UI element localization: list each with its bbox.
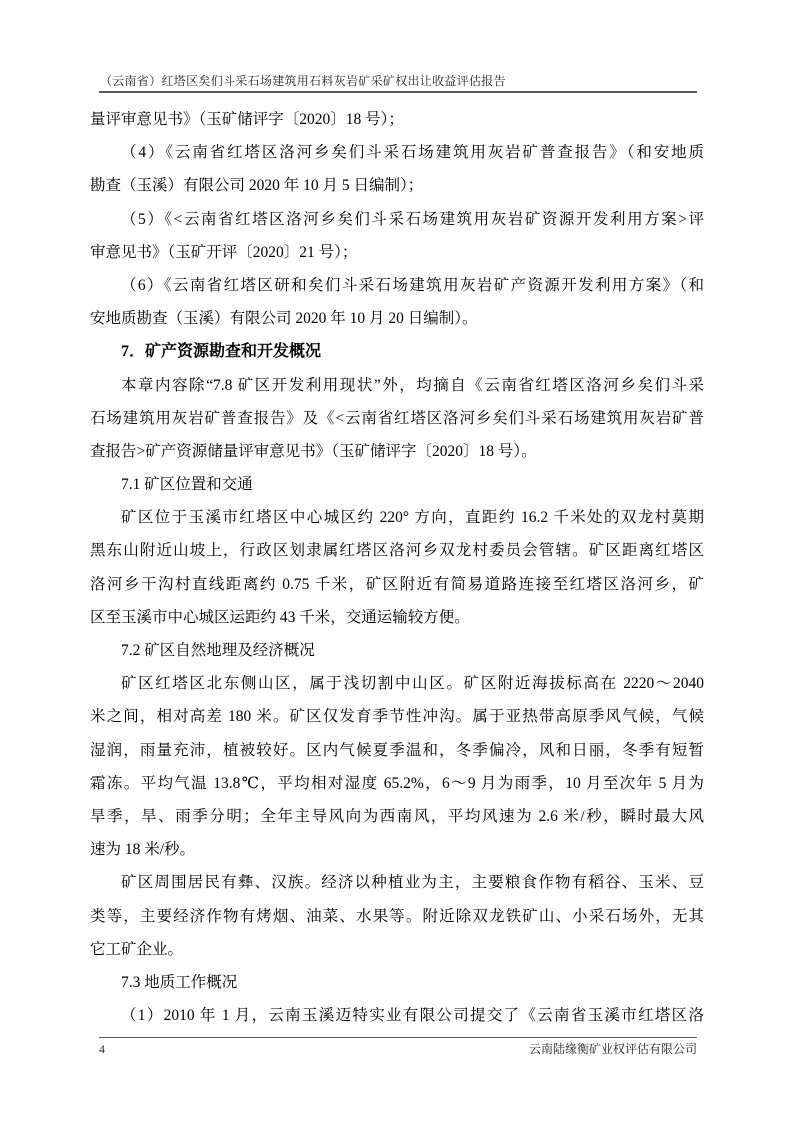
footer-rule <box>99 1037 697 1038</box>
body-line: 矿区红塔区北东侧山区，属于浅切割中山区。矿区附近海拔标高在 2220～2040 <box>121 675 704 693</box>
body-line: 霜冻。平均气温 13.8℃，平均相对湿度 65.2%，6～9 月为雨季，10 月至次年 5 月为 <box>90 774 704 792</box>
page-number: 4 <box>99 1042 105 1056</box>
body-line: 安地质勘查（玉溪）有限公司 2020 年 10 月 20 日编制）。 <box>90 310 478 328</box>
running-header-title: （云南省）红塔区矣们斗采石场建筑用石料灰岩矿采矿权出让收益评估报告 <box>100 74 506 88</box>
section-7-1-heading: 7.1 矿区位置和交通 <box>121 476 253 494</box>
body-line: 类等，主要经济作物有烤烟、油菜、水果等。附近除双龙铁矿山、小采石场外，无其 <box>90 907 704 925</box>
section-7-3-heading: 7.3 地质工作概况 <box>121 973 238 991</box>
body-line: 速为 18 米/秒。 <box>90 841 196 859</box>
body-line: 湿润，雨量充沛，植被较好。区内气候夏季温和，冬季偏冷，风和日丽，冬季有短暂 <box>90 741 704 759</box>
page-footer <box>99 1041 697 1057</box>
body-line: （5）《<云南省红塔区洛河乡矣们斗采石场建筑用灰岩矿资源开发利用方案>评 <box>121 210 704 228</box>
body-line: （1）2010 年 1 月，云南玉溪迈特实业有限公司提交了《云南省玉溪市红塔区洛 <box>121 1007 704 1025</box>
body-line: 黑东山附近山坡上，行政区划隶属红塔区洛河乡双龙村委员会管辖。矿区距离红塔区 <box>90 542 704 560</box>
body-line: （4）《云南省红塔区洛河乡矣们斗采石场建筑用灰岩矿普查报告》（和安地质 <box>121 144 704 162</box>
footer-company: 云南陆缘衡矿业权评估有限公司 <box>528 1042 697 1056</box>
body-line: 审意见书》（玉矿开评〔2020〕21 号）； <box>90 243 358 261</box>
section-7-heading: 7．矿产资源勘查和开发概况 <box>121 343 322 361</box>
section-7-2-heading: 7.2 矿区自然地理及经济概况 <box>121 642 315 659</box>
document-body <box>90 103 704 1032</box>
body-line: 区至玉溪市中心城区运距约 43 千米，交通运输较方便。 <box>90 608 470 626</box>
body-line: 石场建筑用灰岩矿普查报告》及《<云南省红塔区洛河乡矣们斗采石场建筑用灰岩矿普 <box>90 409 704 427</box>
body-line: 本章内容除“7.8 矿区开发利用现状”外，均摘自《云南省红塔区洛河乡矣们斗采 <box>121 376 704 394</box>
body-line: 洛河乡干沟村直线距离约 0.75 千米，矿区附近有简易道路连接至红塔区洛河乡，矿 <box>90 575 704 593</box>
body-line: 旱季，旱、雨季分明；全年主导风向为西南风，平均风速为 2.6 米/秒，瞬时最大风 <box>90 807 704 825</box>
body-line: 量评审意见书》（玉矿储评字〔2020〕18 号）； <box>90 111 404 128</box>
body-line: 查报告>矿产资源储量评审意见书》（玉矿储评字〔2020〕18 号）。 <box>90 442 537 460</box>
body-line: 勘查（玉溪）有限公司 2020 年 10 月 5 日编制）； <box>90 177 424 195</box>
body-line: 它工矿企业。 <box>90 940 184 958</box>
body-line: （6）《云南省红塔区研和矣们斗采石场建筑用灰岩矿产资源开发利用方案》（和 <box>121 276 704 294</box>
body-line: 米之间，相对高差 180 米。矿区仅发育季节性冲沟。属于亚热带高原季风气候，气候 <box>90 708 704 726</box>
body-line: 矿区位于玉溪市红塔区中心城区约 220° 方向，直距约 16.2 千米处的双龙村莫期 <box>121 509 704 527</box>
header-rule <box>99 91 697 93</box>
body-line: 矿区周围居民有彝、汉族。经济以种植业为主，主要粮食作物有稻谷、玉米、豆 <box>121 874 704 892</box>
